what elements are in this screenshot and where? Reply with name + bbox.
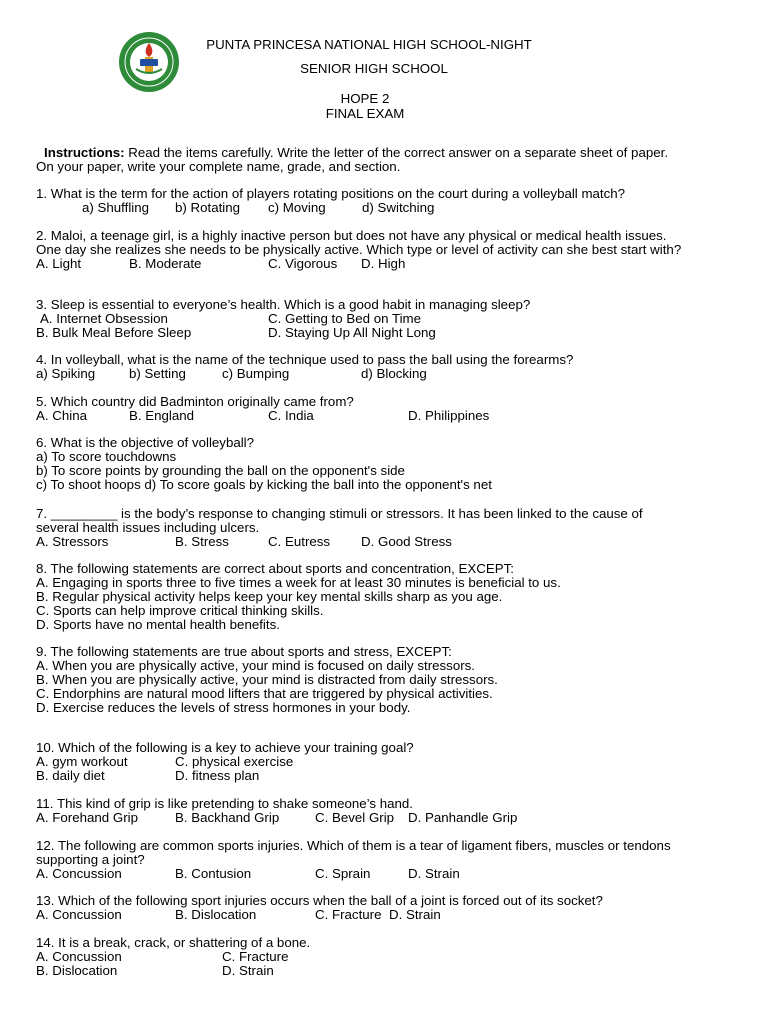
options-row — [36, 409, 686, 423]
question-stem: 5. Which country did Badminton originally came from? — [36, 394, 354, 409]
option-a: A. Concussion — [36, 907, 122, 922]
option-c: C. Eutress — [268, 534, 331, 549]
option-c: C. physical exercise — [175, 754, 294, 769]
option-d: D. High — [361, 256, 406, 271]
school-name: PUNTA PRINCESA NATIONAL HIGH SCHOOL-NIGHT — [206, 37, 532, 52]
option-d: D. Staying Up All Night Long — [268, 325, 436, 340]
question-3 — [36, 298, 686, 340]
options-row — [36, 867, 686, 881]
option-b: B. Regular physical activity helps keep your key mental skills sharp as you age. — [36, 589, 503, 604]
options-row — [36, 950, 686, 964]
question-stem: 14. It is a break, crack, or shattering of a bone. — [36, 935, 311, 950]
question-stem: 8. The following statements are correct about sports and concentration, EXCEPT: — [36, 561, 514, 576]
question-5 — [36, 395, 686, 423]
option-d: D. Strain — [222, 963, 274, 978]
option-d: D. Strain — [408, 866, 460, 881]
option-b: b) Setting — [129, 366, 186, 381]
option-b: B. England — [129, 408, 195, 423]
option-b: B. When you are physically active, your mind is distracted from daily stressors. — [36, 672, 498, 687]
options-row — [36, 908, 686, 922]
option-a: A. Concussion — [36, 866, 122, 881]
options-row — [36, 257, 686, 271]
school-level: SENIOR HIGH SCHOOL — [300, 61, 448, 76]
option-c: C. Getting to Bed on Time — [268, 311, 421, 326]
option-a: a) Spiking — [36, 366, 96, 381]
question-6 — [36, 436, 686, 492]
question-10 — [36, 741, 686, 783]
options-row — [36, 367, 686, 381]
question-stem: 1. What is the term for the action of players rotating positions on the court during a volleyball match? — [36, 186, 626, 201]
option-c: c) Moving — [268, 200, 326, 215]
options-row — [36, 755, 686, 769]
option-b: B. Bulk Meal Before Sleep — [36, 325, 192, 340]
question-8 — [36, 562, 686, 632]
option-c: C. Bevel Grip — [315, 810, 395, 825]
question-14 — [36, 936, 686, 978]
option-b: B. Dislocation — [36, 963, 118, 978]
question-1 — [36, 187, 686, 215]
question-stem: 6. What is the objective of volleyball? — [36, 435, 255, 450]
school-seal-icon — [118, 31, 180, 93]
option-a: A. gym workout — [36, 754, 128, 769]
option-a: A. Forehand Grip — [36, 810, 138, 825]
question-4 — [36, 353, 686, 381]
instructions-text: Read the items carefully. Write the letter of the correct answer on a separate sheet of paper. On your paper, write your complete name, grade, and section. — [36, 145, 669, 174]
option-c: C. Sprain — [315, 866, 371, 881]
option-d: D. Panhandle Grip — [408, 810, 518, 825]
option-a: a) Shuffling — [82, 200, 150, 215]
question-stem: 12. The following are common sports injuries. Which of them is a tear of ligament fibers, muscles or tendons supporting a joint? — [36, 838, 671, 867]
option-a: A. When you are physically active, your mind is focused on daily stressors. — [36, 658, 475, 673]
options-row — [36, 811, 686, 825]
instructions — [36, 146, 686, 174]
question-12 — [36, 839, 686, 881]
option-d: D. Philippines — [408, 408, 490, 423]
question-2 — [36, 229, 686, 271]
question-7 — [36, 507, 686, 549]
question-9 — [36, 645, 686, 715]
question-stem: 4. In volleyball, what is the name of the technique used to pass the ball using the forearms? — [36, 352, 574, 367]
option-c: C. Vigorous — [268, 256, 338, 271]
option-d: d) Blocking — [361, 366, 427, 381]
question-11 — [36, 797, 686, 825]
options-row — [36, 312, 686, 326]
option-c: C. Endorphins are natural mood lifters that are triggered by physical activities. — [36, 686, 493, 701]
instructions-label: Instructions: — [44, 145, 125, 160]
option-d: D. Sports have no mental health benefits. — [36, 617, 280, 632]
question-stem: 11. This kind of grip is like pretending to shake someone’s hand. — [36, 796, 413, 811]
exam-title: FINAL EXAM — [325, 106, 405, 121]
option-a: A. Engaging in sports three to five times a week for at least 30 minutes is beneficial to us. — [36, 575, 561, 590]
option-d: D. Strain — [389, 907, 441, 922]
option-d: D. Good Stress — [361, 534, 452, 549]
option-b: b) Rotating — [175, 200, 241, 215]
options-row — [36, 769, 686, 783]
option-c: C. Sports can help improve critical thinking skills. — [36, 603, 324, 618]
options-row — [36, 535, 686, 549]
option-b: B. Moderate — [129, 256, 202, 271]
question-stem: 9. The following statements are true about sports and stress, EXCEPT: — [36, 644, 452, 659]
option-b: B. Contusion — [175, 866, 252, 881]
option-c: C. India — [268, 408, 314, 423]
question-stem: 3. Sleep is essential to everyone’s health. Which is a good habit in managing sleep? — [36, 297, 531, 312]
question-stem: 7. _________ is the body’s response to changing stimuli or stressors. It has been linked to the cause of several health issues including ulcers. — [36, 506, 643, 535]
question-stem: 10. Which of the following is a key to achieve your training goal? — [36, 740, 414, 755]
option-c: c) Bumping — [222, 366, 290, 381]
question-13 — [36, 894, 686, 922]
option-a: A. Light — [36, 256, 82, 271]
option-c: C. Fracture — [315, 907, 382, 922]
option-a: A. Internet Obsession — [40, 311, 168, 326]
options-row — [36, 964, 686, 978]
option-a: A. China — [36, 408, 87, 423]
question-stem: 2. Maloi, a teenage girl, is a highly inactive person but does not have any physical or medical health issues. One day she realizes she needs to be physically active. Which type or level of activity can she best start with? — [36, 228, 682, 257]
option-c-d: c) To shoot hoops d) To score goals by kicking the ball into the opponent's net — [36, 477, 492, 492]
option-b: b) To score points by grounding the ball on the opponent's side — [36, 463, 405, 478]
options-row — [36, 326, 686, 340]
option-a: A. Stressors — [36, 534, 109, 549]
option-b: B. Dislocation — [175, 907, 257, 922]
options-row — [36, 201, 686, 215]
option-a: A. Concussion — [36, 949, 122, 964]
option-d: D. fitness plan — [175, 768, 260, 783]
subject-title: HOPE 2 — [340, 91, 390, 106]
option-b: B. daily diet — [36, 768, 105, 783]
option-c: C. Fracture — [222, 949, 289, 964]
question-stem: 13. Which of the following sport injuries occurs when the ball of a joint is forced out of its socket? — [36, 893, 603, 908]
option-d: d) Switching — [362, 200, 435, 215]
option-d: D. Exercise reduces the levels of stress hormones in your body. — [36, 700, 411, 715]
option-b: B. Stress — [175, 534, 229, 549]
option-a: a) To score touchdowns — [36, 449, 177, 464]
option-b: B. Backhand Grip — [175, 810, 280, 825]
